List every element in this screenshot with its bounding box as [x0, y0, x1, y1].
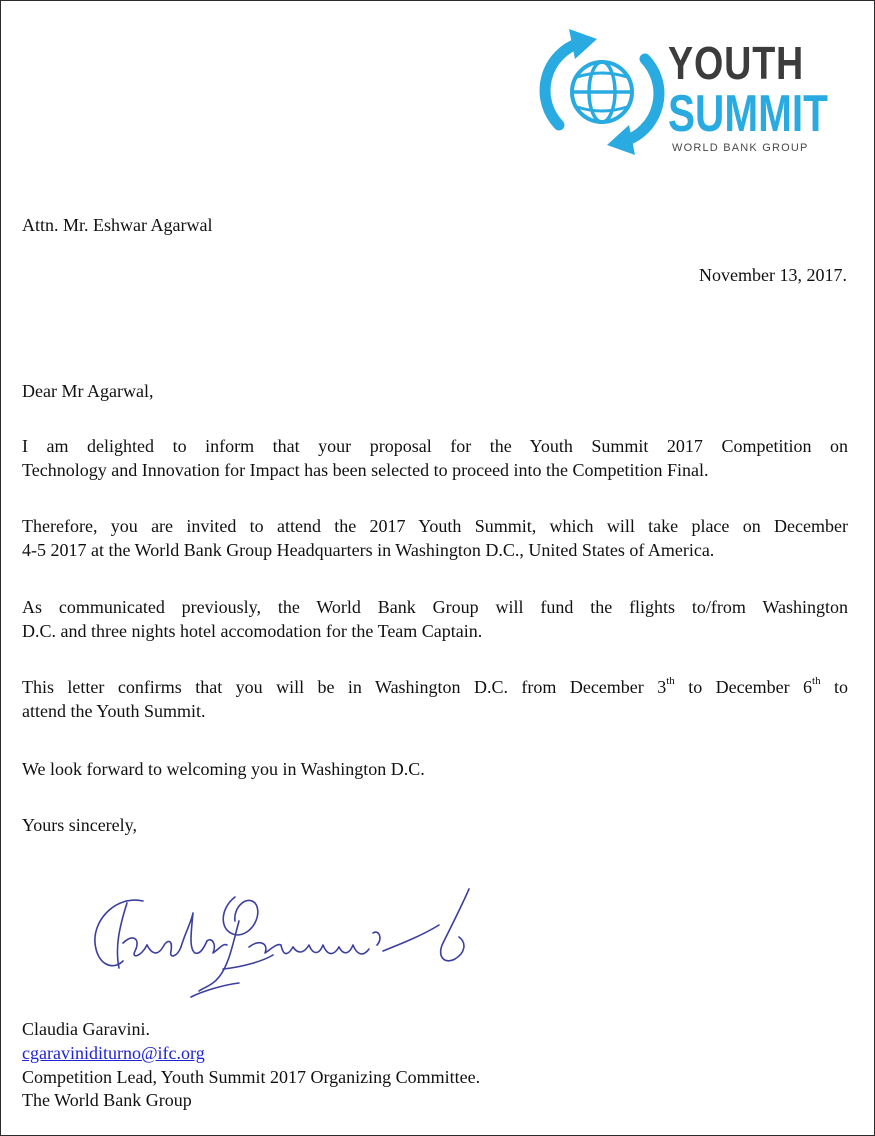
signer-organization: The World Bank Group	[22, 1090, 192, 1110]
logo-subtitle: WORLD BANK GROUP	[672, 142, 809, 154]
paragraph-invitation	[22, 514, 848, 562]
attention-line: Attn. Mr. Eshwar Agarwal	[22, 215, 213, 235]
paragraph-welcome: We look forward to welcoming you in Washington D.C.	[22, 759, 425, 779]
dates-text-part: to December 6	[674, 677, 813, 697]
paragraph-line: D.C. and three nights hotel accomodation for the Team Captain.	[22, 621, 483, 641]
handwritten-signature	[23, 873, 503, 1007]
salutation: Dear Mr Agarwal,	[22, 381, 154, 401]
paragraph-line	[22, 675, 848, 699]
dates-text-part: This letter confirms that you will be in Washington D.C. from December 3	[22, 677, 667, 697]
paragraph-selection	[22, 434, 848, 482]
paragraph-line: 4-5 2017 at the World Bank Group Headquarters in Washington D.C., United States of America.	[22, 540, 715, 560]
globe-arrows-icon	[539, 25, 665, 159]
paragraph-dates	[22, 675, 848, 723]
letter-date: November 13, 2017.	[699, 265, 847, 285]
paragraph-line: attend the Youth Summit.	[22, 701, 206, 721]
logo-word-youth: YOUTH	[668, 37, 805, 89]
signer-name: Claudia Garavini.	[22, 1019, 150, 1039]
paragraph-line: Therefore, you are invited to attend the 2017 Youth Summit, which will take place on December	[22, 516, 848, 536]
logo-word-summit: SUMMIT	[668, 85, 828, 143]
paragraph-line: As communicated previously, the World Bank Group will fund the flights to/from Washington	[22, 597, 848, 617]
paragraph-line: Technology and Innovation for Impact has been selected to proceed into the Competition Final.	[22, 460, 709, 480]
paragraph-line: I am delighted to inform that your proposal for the Youth Summit 2017 Competition on	[22, 436, 848, 456]
dates-text-part: to	[820, 677, 849, 697]
ordinal-suffix: th	[812, 675, 821, 687]
ordinal-suffix: th	[666, 675, 675, 687]
closing: Yours sincerely,	[22, 815, 137, 835]
youth-summit-logo	[539, 25, 839, 159]
signer-email-link[interactable]: cgaraviniditurno@ifc.org	[22, 1043, 205, 1063]
signer-email-line	[22, 1041, 205, 1065]
signer-title: Competition Lead, Youth Summit 2017 Organizing Committee.	[22, 1067, 481, 1087]
paragraph-funding	[22, 595, 848, 643]
